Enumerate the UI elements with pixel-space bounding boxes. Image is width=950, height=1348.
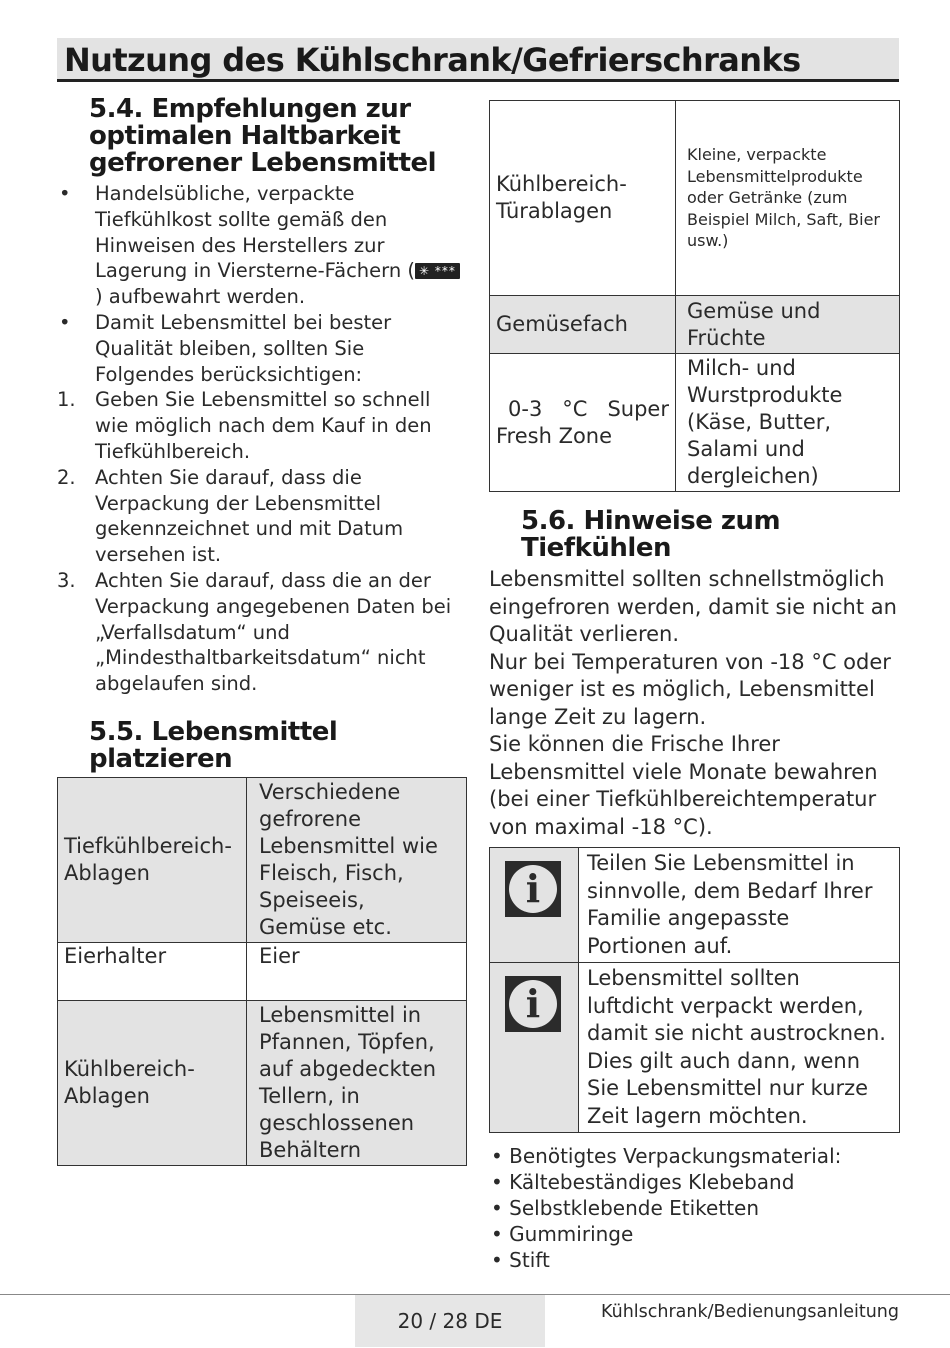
list-item: [57, 310, 467, 387]
table-row: [58, 777, 467, 942]
info-icon-glyph: i: [509, 865, 557, 913]
table-cell-food: Gemüse und Früchte: [676, 296, 900, 354]
info-icon-cell: [490, 848, 579, 963]
zone-temp-unit: °C: [562, 396, 588, 421]
table-cell-place: Kühlbereich-Ablagen: [58, 1000, 247, 1165]
freezing-paragraph: Nur bei Temperaturen von -18 °C oder weniger ist es möglich, Lebensmittel lange Zeit zu lagern.: [489, 649, 891, 729]
table-cell-place: Gemüsefach: [490, 296, 676, 354]
list-item: • Benötigtes Verpackungsmaterial:: [491, 1144, 842, 1168]
list-item: • Selbstklebende Etiketten: [491, 1196, 760, 1220]
table-row: [58, 1000, 467, 1165]
section-5-5-heading: 5.5. Lebensmittel platzieren: [89, 716, 338, 774]
info-notes-table: [489, 847, 900, 1133]
four-star-freezer-icon: ✳ ***: [415, 263, 460, 279]
list-item: [57, 465, 467, 568]
table-cell-food: Eier: [247, 942, 467, 1000]
section-5-4-heading: 5.4. Empfehlungen zur optimalen Haltbarkeit gefrorener Lebensmittel: [89, 94, 437, 178]
info-note-text: Teilen Sie Lebensmittel in sinnvolle, dem Bedarf Ihrer Familie angepasste Portionen auf.: [579, 848, 900, 963]
bullet-marker: •: [59, 182, 71, 205]
zone-temp-range: 0-3: [508, 396, 543, 421]
info-note-row: [490, 848, 900, 963]
list-item: • Gummiringe: [491, 1222, 634, 1246]
info-icon: [505, 976, 561, 1032]
table-cell-food: Verschiedene gefrorene Lebensmittel wie Fleisch, Fisch, Speiseeis, Gemüse etc.: [247, 777, 467, 942]
info-icon-cell: [490, 963, 579, 1133]
list-item: [57, 181, 467, 310]
table-row: [490, 354, 900, 492]
bullet-text: Handelsübliche, verpackte Tiefkühlkost sollte gemäß den Hinweisen des Herstellers zur Lagerung in Viersterne-Fächern (: [95, 182, 415, 283]
step-number: 1.: [57, 388, 76, 412]
table-cell-place: Eierhalter: [58, 942, 247, 1000]
table-cell-place: Kühlbereich-Türablagen: [490, 101, 676, 296]
freezing-paragraph: Sie können die Frische Ihrer Lebensmittel viele Monate bewahren (bei einer Tiefkühlbereichtemperatur von maximal -18 °C).: [489, 732, 878, 839]
left-column: [57, 96, 467, 1166]
info-icon: [505, 861, 561, 917]
packaging-material-list: [489, 1143, 900, 1273]
table-row: [58, 942, 467, 1000]
list-item: • Kältebeständiges Klebeband: [491, 1170, 795, 1194]
zone-name-part: Super: [607, 396, 669, 421]
section-5-6-heading: 5.6. Hinweise zum Tiefkühlen: [521, 506, 781, 563]
table-cell-food: Lebensmittel in Pfannen, Töpfen, auf abgedeckten Tellern, in geschlossenen Behältern: [247, 1000, 467, 1165]
info-note-text: Lebensmittel sollten luftdicht verpackt werden, damit sie nicht austrocknen. Dies gilt auch dann, wenn Sie Lebensmittel nur kurze Zeit lagern möchten.: [579, 963, 900, 1133]
freezing-paragraph: Lebensmittel sollten schnellstmöglich eingefroren werden, damit sie nicht an Qualität verlieren.: [489, 567, 897, 646]
footer-document-title: Kühlschrank/Bedienungsanleitung: [601, 1302, 899, 1322]
info-note-row: [490, 963, 900, 1133]
list-item: [57, 568, 467, 697]
page-number: 20 / 28 DE: [355, 1295, 545, 1347]
step-text: Achten Sie darauf, dass die an der Verpackung angegebenen Daten bei „Verfallsdatum“ und „Mindesthaltbarkeitsdatum“ nicht abgelaufen sind.: [95, 568, 452, 696]
zone-name-rest: Fresh Zone: [496, 423, 613, 448]
page-title: Nutzung des Kühlschrank/Gefrierschranks: [64, 41, 801, 79]
step-text: Geben Sie Lebensmittel so schnell wie möglich nach dem Kauf in den Tiefkühlbereich.: [95, 388, 432, 463]
table-row: [490, 101, 900, 296]
food-placement-table-left: [57, 777, 467, 1166]
table-cell-food: Milch- und Wurstprodukte (Käse, Butter, Salami und dergleichen): [676, 354, 900, 492]
list-item: [57, 387, 467, 464]
bullet-text: Damit Lebensmittel bei bester Qualität bleiben, sollten Sie Folgendes berücksichtigen:: [95, 310, 392, 386]
step-text: Achten Sie darauf, dass die Verpackung der Lebensmittel gekennzeichnet und mit Datum versehen ist.: [95, 465, 404, 567]
food-placement-table-right: [489, 100, 900, 492]
super-fresh-zone-label: [496, 396, 669, 423]
bullet-text-end: ) aufbewahrt werden.: [95, 285, 306, 309]
page-header: [57, 38, 899, 82]
table-cell-place: [490, 354, 676, 492]
list-item: • Stift: [491, 1248, 550, 1272]
table-row: [490, 296, 900, 354]
step-number: 2.: [57, 465, 76, 489]
step-number: 3.: [57, 568, 76, 592]
table-cell-food: Kleine, verpackte Lebensmittelprodukte oder Getränke (zum Beispiel Milch, Saft, Bier usw.): [676, 101, 900, 296]
info-icon-glyph: i: [509, 980, 557, 1028]
bullet-marker: •: [59, 310, 71, 334]
table-cell-place: Tiefkühlbereich-Ablagen: [58, 777, 247, 942]
storage-recommendations-list: [57, 181, 467, 697]
right-column: [489, 100, 900, 1273]
